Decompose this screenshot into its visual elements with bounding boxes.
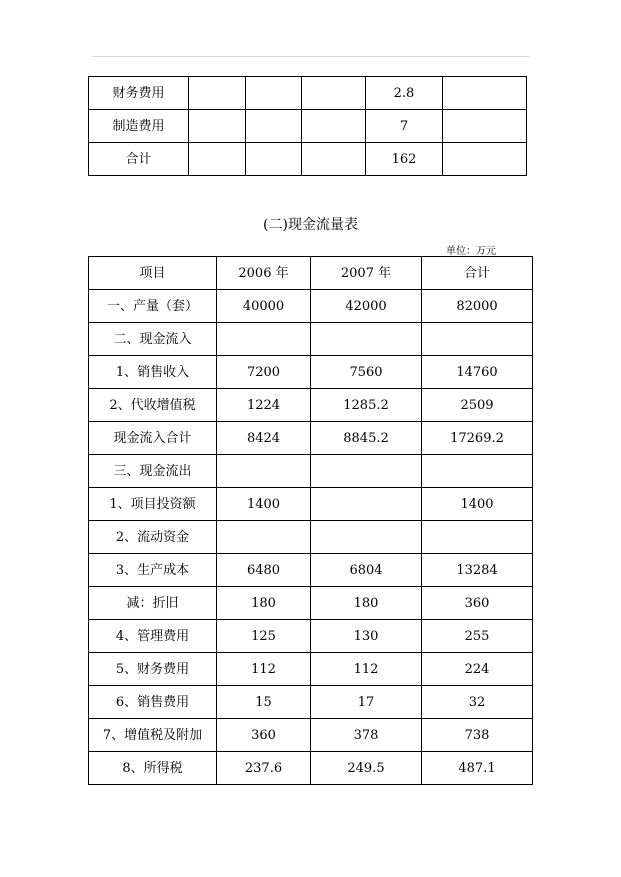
value-total: 32: [422, 686, 533, 719]
row-label: 二、现金流入: [89, 323, 217, 356]
page-header-rule: [92, 56, 529, 57]
value-2007: [311, 521, 422, 554]
value-total: 82000: [422, 290, 533, 323]
row-label: 2、流动资金: [89, 521, 217, 554]
value-2007: 1285.2: [311, 389, 422, 422]
table-row: [89, 653, 533, 686]
unit-label: 单位：万元: [446, 246, 496, 257]
value-2007: 8845.2: [311, 422, 422, 455]
value-2006: 15: [217, 686, 311, 719]
table-row: [89, 356, 533, 389]
row-label: 2、代收增值税: [89, 389, 217, 422]
value-2006: 6480: [217, 554, 311, 587]
table-row: [89, 587, 533, 620]
value-total: 2509: [422, 389, 533, 422]
cost-table-continued: [88, 76, 527, 176]
cash-flow-title: (二)现金流量表: [263, 217, 358, 233]
value-2006: 1224: [217, 389, 311, 422]
table-row: [89, 620, 533, 653]
table-row: [89, 110, 527, 143]
row-label: 5、财务费用: [89, 653, 217, 686]
value-2007: 378: [311, 719, 422, 752]
row-label: 4、管理费用: [89, 620, 217, 653]
value-2007: [311, 488, 422, 521]
value-2006: [217, 521, 311, 554]
value-total: [422, 521, 533, 554]
row-label: 制造费用: [89, 110, 189, 143]
value-total: 1400: [422, 488, 533, 521]
row-label: 7、增值税及附加: [89, 719, 217, 752]
value-2007: 249.5: [311, 752, 422, 785]
value-2006: 180: [217, 587, 311, 620]
value-2007: 180: [311, 587, 422, 620]
table-row: [89, 488, 533, 521]
value-2006: 237.6: [217, 752, 311, 785]
header-item: 项目: [89, 257, 217, 290]
header-2007: 2007 年: [311, 257, 422, 290]
row-label: 8、所得税: [89, 752, 217, 785]
value-total: 360: [422, 587, 533, 620]
value-total: 255: [422, 620, 533, 653]
value-2007: 130: [311, 620, 422, 653]
row-label: 减：折旧: [89, 587, 217, 620]
value-2007: 6804: [311, 554, 422, 587]
value-2006: 7200: [217, 356, 311, 389]
value-2006: 125: [217, 620, 311, 653]
row-label: 三、现金流出: [89, 455, 217, 488]
value-2007: [311, 455, 422, 488]
cash-flow-table: [88, 256, 533, 785]
table-header-row: [89, 257, 533, 290]
value-2007: 42000: [311, 290, 422, 323]
row-label: 3、生产成本: [89, 554, 217, 587]
value-2007: 7560: [311, 356, 422, 389]
value-total: 14760: [422, 356, 533, 389]
table-row: [89, 422, 533, 455]
row-label: 1、项目投资额: [89, 488, 217, 521]
row-value: 162: [366, 143, 443, 176]
row-value: 2.8: [366, 77, 443, 110]
value-total: 17269.2: [422, 422, 533, 455]
value-total: 13284: [422, 554, 533, 587]
value-2006: 1400: [217, 488, 311, 521]
table-row: [89, 521, 533, 554]
value-total: 224: [422, 653, 533, 686]
table-row: [89, 389, 533, 422]
row-label: 现金流入合计: [89, 422, 217, 455]
value-total: [422, 455, 533, 488]
table-row: [89, 554, 533, 587]
value-total: [422, 323, 533, 356]
table-row: [89, 143, 527, 176]
value-2006: 112: [217, 653, 311, 686]
row-label: 一、产量（套）: [89, 290, 217, 323]
table-row: [89, 455, 533, 488]
row-label: 1、销售收入: [89, 356, 217, 389]
header-2006: 2006 年: [217, 257, 311, 290]
table-row: [89, 77, 527, 110]
value-2007: [311, 323, 422, 356]
table-row: [89, 323, 533, 356]
table-row: [89, 290, 533, 323]
row-label: 6、销售费用: [89, 686, 217, 719]
table-row: [89, 752, 533, 785]
value-2006: 360: [217, 719, 311, 752]
row-label: 财务费用: [89, 77, 189, 110]
value-2006: 8424: [217, 422, 311, 455]
header-total: 合计: [422, 257, 533, 290]
value-2006: [217, 323, 311, 356]
value-total: 738: [422, 719, 533, 752]
table-row: [89, 686, 533, 719]
table-row: [89, 719, 533, 752]
row-label: 合计: [89, 143, 189, 176]
value-2007: 17: [311, 686, 422, 719]
value-2006: [217, 455, 311, 488]
value-2007: 112: [311, 653, 422, 686]
value-2006: 40000: [217, 290, 311, 323]
row-value: 7: [366, 110, 443, 143]
value-total: 487.1: [422, 752, 533, 785]
